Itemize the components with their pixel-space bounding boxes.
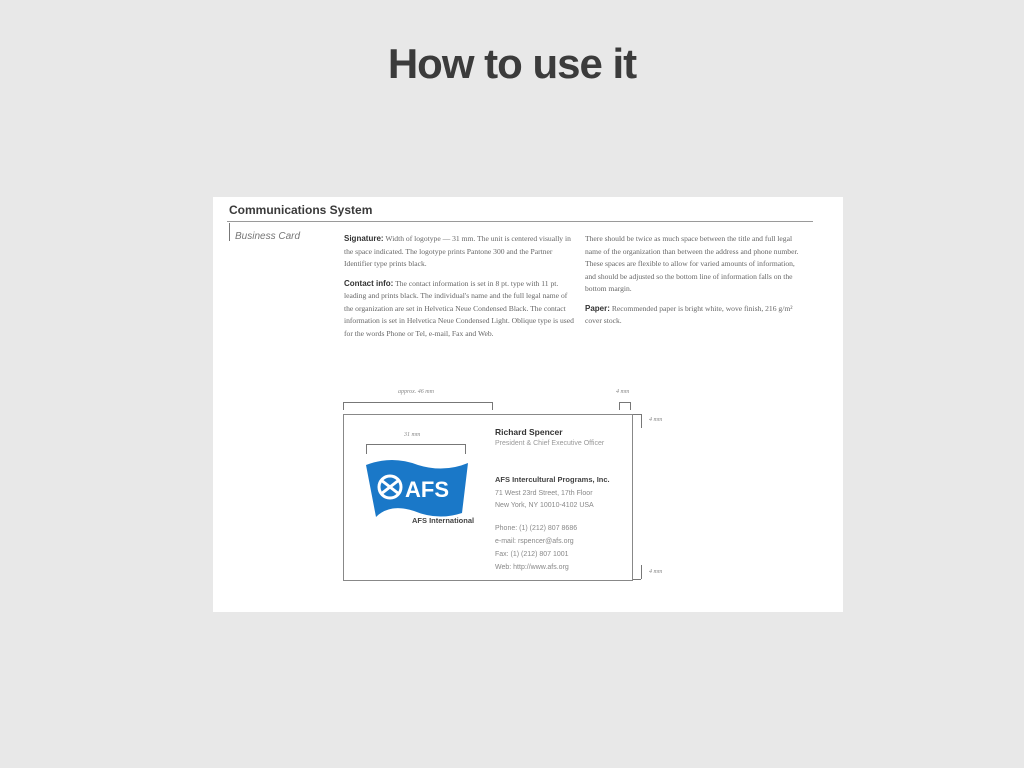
dim-tick: [343, 402, 344, 410]
slide-title: How to use it: [387, 40, 637, 87]
spacing-paragraph: [585, 233, 807, 296]
card-email: e-mail: rspencer@afs.org: [495, 538, 574, 545]
dim-top-left: approx. 46 mm: [398, 389, 434, 395]
signature-text: Width of logotype — 31 mm. The unit is centered visually in the space indicated. The logotype prints Pantone 300 and the Partner Identifier type prints black.: [344, 234, 571, 268]
card-contact: [495, 522, 577, 574]
dim-tick: [492, 402, 493, 410]
logo-wordmark: AFS: [405, 477, 449, 502]
paper-label: Paper:: [585, 303, 610, 313]
dim-tick: [641, 414, 642, 428]
dim-right-top: 4 mm: [649, 417, 663, 423]
section-label: Business Card: [235, 231, 301, 242]
address-line-1: 71 West 23rd Street, 17th Floor: [495, 490, 593, 497]
dim-tick: [630, 402, 631, 410]
business-card: [343, 414, 633, 581]
dim-tick: [641, 565, 642, 579]
card-address: [495, 488, 594, 512]
card-web: Web: http://www.afs.org: [495, 564, 569, 571]
document-heading: Communications System: [229, 203, 373, 217]
contact-text: The contact information is set in 8 pt. type with 11 pt. leading and prints black. The individual's name and the full legal name of the organization are set in Helvetica Neue Condensed Black. The contact information is set in Helvetica Neue Condensed Light. Oblique type is used for the words Phone or Tel, e-mail, Fax and Web.: [344, 278, 574, 338]
section-marker: [229, 223, 230, 241]
card-job-title: President & Chief Executive Officer: [495, 440, 605, 447]
dim-tick: [465, 444, 466, 454]
dim-line-logo: [366, 444, 466, 445]
document-image: [213, 197, 843, 612]
contact-paragraph: [344, 278, 574, 341]
left-text-column: [344, 233, 574, 347]
dim-logo-width: 31 mm: [404, 432, 421, 438]
right-text-column: [585, 233, 807, 335]
card-name: Richard Spencer: [495, 427, 563, 437]
address-line-2: New York, NY 10010-4102 USA: [495, 502, 594, 509]
card-fax: Fax: (1) (212) 807 1001: [495, 551, 569, 558]
card-organization: AFS Intercultural Programs, Inc.: [495, 475, 610, 484]
dim-top-right: 4 mm: [616, 389, 630, 395]
contact-label: Contact info:: [344, 278, 394, 288]
dim-tick: [619, 402, 620, 410]
spacing-text: There should be twice as much space between the title and full legal name of the organization than between the address and phone number. These spaces are flexible to allow for varied amounts of information, and should be adjusted so the bottom line of information falls on the bottom margin.: [585, 234, 799, 293]
dim-line-top-left: [343, 402, 493, 403]
paper-paragraph: [585, 303, 807, 328]
signature-label: Signature:: [344, 234, 384, 243]
dim-tick: [366, 444, 367, 454]
card-phone: Phone: (1) (212) 807 8686: [495, 525, 578, 532]
dim-right-bottom: 4 mm: [649, 569, 663, 575]
logo-caption: AFS International: [412, 516, 475, 525]
signature-paragraph: [344, 233, 574, 271]
paper-text: Recommended paper is bright white, wove finish, 216 g/m² cover stock.: [585, 303, 793, 325]
afs-logo-flag: [362, 457, 472, 521]
heading-rule: [227, 221, 813, 222]
